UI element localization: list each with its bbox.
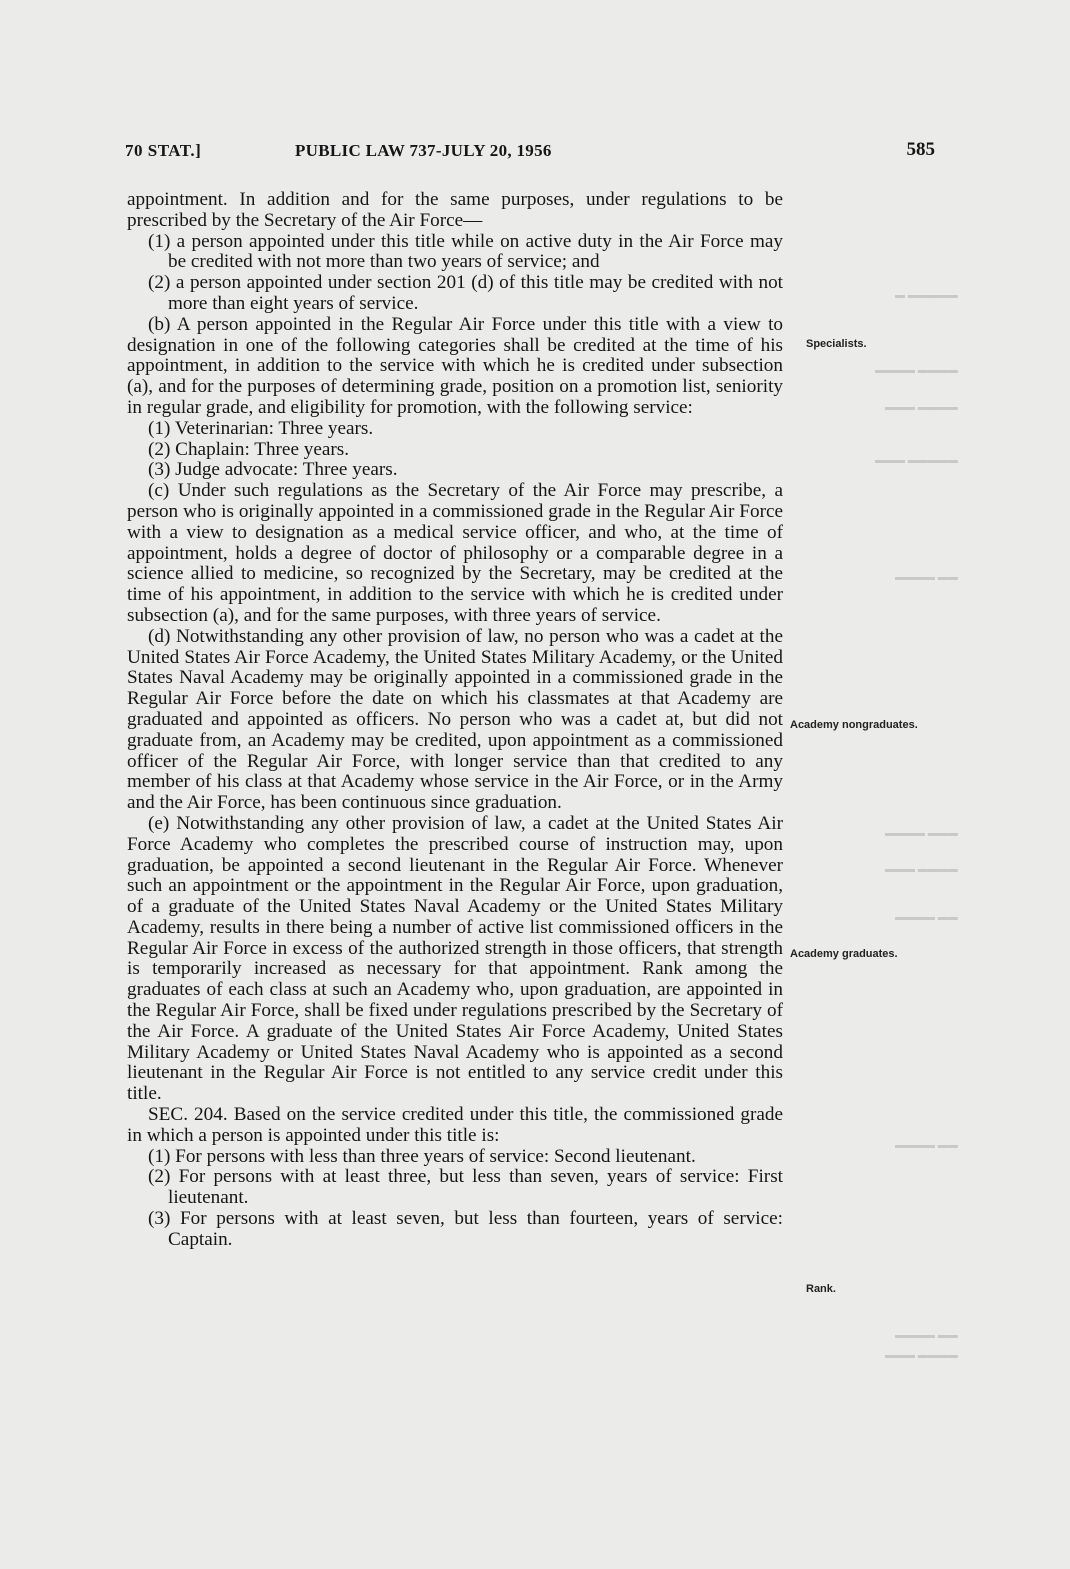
- list-item: (1) Veterinarian: Three years.: [148, 417, 374, 439]
- subsection-e: (e) Notwithstanding any other provision of law, a cadet at the United States Air Force Academy who completes the prescribed course of instruction may, upon graduation, be appointed a second lieutenant in the Regular Air Force. Whenever such an appointment or the appointment in the Regular Air Force, upon graduation, of a graduate of the United States Naval Academy or the United States Military Academy, results in there being a number of active list commissioned officers in the Regular Air Force in excess of the authorized strength in those officers, that strength is temporarily increased as necessary for that appointment. Rank among the graduates of each class at such an Academy who, upon graduation, are appointed in the Regular Air Force, shall be fixed under regulations prescribed by the Secretary of the Air Force. A graduate of the United States Air Force Academy, United States Military Academy or United States Naval Academy who is appointed as a second lieutenant in the Regular Air Force is not entitled to any service credit under this title.: [127, 812, 783, 1105]
- page-header: [125, 141, 935, 167]
- subsection-c: (c) Under such regulations as the Secretary of the Air Force may prescribe, a person who is originally appointed in a commissioned grade in the Regular Air Force with a view to designation as a medical service officer, and who, at the time of appointment, holds a degree of doctor of philosophy or a comparable degree in a science allied to medicine, so recognized by the Secretary, may be credited at the time of his appointment, in addition to the service with which he is credited under subsection (a), and for the same purposes, with three years of service.: [127, 480, 783, 626]
- list-item: (2) a person appointed under section 201 (d) of this title may be credited with not more than eight years of service.: [148, 272, 783, 314]
- section-label: SEC. 204.: [148, 1104, 228, 1126]
- bleed-through-decoration: ▬▬▬▬ ▬▬▬: [885, 864, 958, 875]
- volume-reference: 70 STAT.]: [125, 141, 202, 160]
- subsection-d: (d) Notwithstanding any other provision of law, no person who was a cadet at the United States Air Force Academy, the United States Military Academy, or the United States Naval Academy may be originally appointed in a commissioned grade in the Regular Air Force before the date on which his classmates at that Academy are graduated and appointed as officers. No person who was a cadet at, but did not graduate from, an Academy may be credited, upon appointment as a commissioned officer of the Regular Air Force, with longer service than that credited to any member of his class at that Academy whose service in the Air Force, or in the Army and the Air Force, has been continuous since graduation.: [127, 625, 783, 814]
- statute-text: [127, 190, 783, 1251]
- section-204: [127, 1105, 783, 1147]
- bleed-through-decoration: ▬▬ ▬▬▬▬: [895, 1140, 958, 1151]
- bleed-through-decoration: ▬▬▬▬▬ ▬▬▬: [875, 455, 958, 466]
- bleed-through-decoration: ▬▬ ▬▬▬▬: [895, 912, 958, 923]
- list-item: (1) a person appointed under this title while on active duty in the Air Force may be credited with not more than two years of service; and: [148, 230, 783, 273]
- bleed-through-decoration: ▬▬▬▬ ▬▬▬: [885, 402, 958, 413]
- bleed-through-decoration: ▬▬ ▬▬▬▬: [895, 572, 958, 583]
- bleed-through-decoration: ▬▬▬ ▬▬▬▬: [885, 828, 958, 839]
- paragraph: appointment. In addition and for the same purposes, under regulations to be prescribed by the Secretary of the Air Force—: [127, 189, 783, 231]
- bleed-through-decoration: ▬▬▬▬▬ ▬: [895, 290, 958, 301]
- bleed-through-decoration: ▬▬▬▬ ▬▬▬: [885, 1350, 958, 1361]
- list-item: (3) Judge advocate: Three years.: [148, 459, 398, 481]
- list-item: (2) Chaplain: Three years.: [148, 438, 350, 460]
- page-number: 585: [906, 139, 935, 160]
- margin-note-specialists: Specialists.: [806, 338, 867, 350]
- margin-note-academy-nongraduates: Academy nongraduates.: [790, 719, 918, 731]
- bleed-through-decoration: ▬▬▬▬ ▬▬▬▬: [875, 365, 958, 376]
- margin-note-academy-graduates: Academy graduates.: [790, 948, 898, 960]
- list-item: (1) For persons with less than three years of service: Second lieutenant.: [148, 1145, 696, 1167]
- bleed-through-decoration: ▬▬ ▬▬▬▬: [895, 1330, 958, 1341]
- subsection-b: (b) A person appointed in the Regular Air Force under this title with a view to designation in one of the following categories shall be credited at the time of his appointment, in addition to the service with which he is credited under subsection (a), and for the purposes of determining grade, position on a promotion list, seniority in regular grade, and eligibility for promotion, with the following service:: [127, 313, 783, 418]
- list-item: (3) For persons with at least seven, but less than fourteen, years of service: Captain.: [148, 1208, 783, 1250]
- list-item: (2) For persons with at least three, but less than seven, years of service: First lieutenant.: [148, 1166, 783, 1209]
- section-text: Based on the service credited under this title, the commissioned grade in which a person is appointed under this title is:: [127, 1104, 783, 1146]
- margin-note-rank: Rank.: [806, 1283, 836, 1295]
- running-title: PUBLIC LAW 737-JULY 20, 1956: [295, 141, 552, 160]
